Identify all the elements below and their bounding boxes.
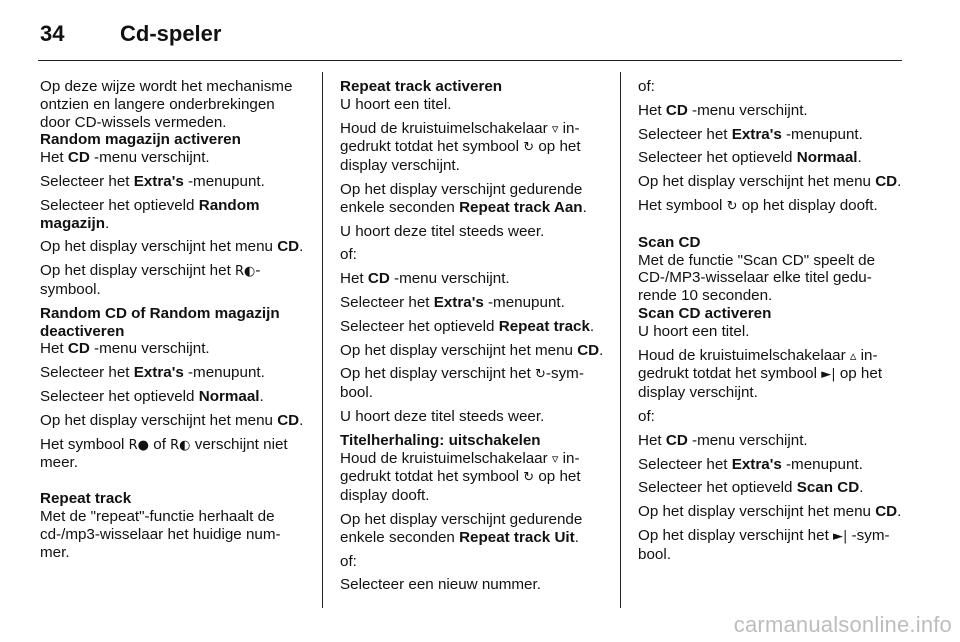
step-paragraph: Het CD -menu verschijnt. bbox=[40, 149, 210, 167]
repeat-icon: ↻ bbox=[726, 198, 738, 214]
heading-repeat-off: Titelherhaling: uitschakelen bbox=[340, 431, 541, 449]
heading-repeat-activate: Repeat track activeren bbox=[340, 78, 503, 95]
repeat-icon: ↻ bbox=[523, 470, 535, 486]
step-paragraph: Op het display verschijnt het ►| -sym-bool. bbox=[638, 526, 890, 563]
step-paragraph: Selecteer het optieveld Normaal. bbox=[40, 387, 264, 405]
page-number: 34 bbox=[40, 21, 65, 46]
scan-icon: ►| bbox=[821, 367, 836, 383]
step-paragraph: Het symbool ↻ op het display dooft. bbox=[638, 196, 878, 214]
random-magazine-icon: R◐ bbox=[170, 437, 191, 453]
step-paragraph: Op het display verschijnt het menu CD. bbox=[40, 238, 304, 256]
step-paragraph: Houd de kruistuimelschakelaar ▿ in-gedrukt totdat het symbool ↻ op het display verschijnt. bbox=[340, 119, 581, 175]
random-symbol-icon: R◐ bbox=[235, 264, 256, 280]
heading-random-deactivate: Random CD of Random magazijn deactiveren bbox=[40, 304, 280, 340]
step-paragraph: Het CD -menu verschijnt. bbox=[340, 270, 510, 288]
body-paragraph: Met de functie "Scan CD" speelt de CD-/MP3-wisselaar elke titel gedu-rende 10 seconden. bbox=[638, 251, 876, 305]
chapter-title: Cd-speler bbox=[120, 21, 222, 46]
heading-scan-cd: Scan CD bbox=[638, 233, 701, 251]
step-paragraph: Op het display verschijnt gedurende enkele seconden Repeat track Uit. bbox=[340, 510, 583, 546]
step-paragraph: U hoort een titel. bbox=[340, 95, 452, 113]
step-paragraph: U hoort een titel. bbox=[638, 322, 750, 340]
step-paragraph: Het CD -menu verschijnt. bbox=[638, 431, 808, 449]
step-paragraph: Selecteer het Extra's -menupunt. bbox=[340, 293, 565, 311]
body-paragraph: Met de "repeat"-functie herhaalt de cd-/mp3-wisselaar het huidige num-mer. bbox=[40, 507, 281, 561]
step-paragraph: Op het display verschijnt gedurende enkele seconden Repeat track Aan. bbox=[340, 180, 587, 216]
step-paragraph: Op het display verschijnt het menu CD. bbox=[40, 411, 304, 429]
step-paragraph: Selecteer het Extra's -menupunt. bbox=[40, 172, 265, 190]
rocker-up-icon: ▵ bbox=[849, 348, 857, 364]
step-paragraph: Op het display verschijnt het menu CD. bbox=[638, 503, 902, 521]
step-paragraph: Selecteer het optieveld Scan CD. bbox=[638, 479, 864, 497]
step-paragraph: Op het display verschijnt het menu CD. bbox=[638, 173, 902, 191]
rocker-down-icon: ▿ bbox=[551, 451, 559, 467]
step-paragraph: Op het display verschijnt het ↻-sym-bool. bbox=[340, 365, 584, 402]
rocker-down-icon: ▿ bbox=[551, 121, 559, 137]
step-paragraph: Selecteer het Extra's -menupunt. bbox=[638, 125, 863, 143]
repeat-icon: ↻ bbox=[523, 140, 535, 156]
column-divider-1 bbox=[322, 72, 323, 608]
heading-random-magazine-activate: Random magazijn activeren bbox=[40, 131, 241, 149]
step-paragraph: of: bbox=[638, 407, 655, 425]
step-paragraph: Het CD -menu verschijnt. bbox=[40, 340, 210, 358]
step-paragraph: Houd de kruistuimelschakelaar ▵ in-gedrukt totdat het symbool ►| op het display verschijnt. bbox=[638, 346, 883, 402]
column-divider-2 bbox=[620, 72, 621, 608]
step-paragraph: of: bbox=[638, 78, 655, 95]
step-paragraph: U hoort deze titel steeds weer. bbox=[340, 407, 545, 425]
column-3 bbox=[638, 78, 906, 570]
step-paragraph: Op het display verschijnt het R◐-symbool. bbox=[40, 262, 261, 298]
step-paragraph: of: bbox=[340, 552, 357, 570]
heading-scan-activate: Scan CD activeren bbox=[638, 304, 772, 322]
column-2 bbox=[340, 78, 608, 600]
step-paragraph: Selecteer het optieveld Normaal. bbox=[638, 149, 862, 167]
step-paragraph: Selecteer het Extra's -menupunt. bbox=[638, 455, 863, 473]
scan-icon: ►| bbox=[833, 528, 848, 544]
step-paragraph: Op het display verschijnt het menu CD. bbox=[340, 341, 604, 359]
column-1 bbox=[40, 78, 308, 567]
header-rule bbox=[38, 60, 902, 61]
heading-repeat-track: Repeat track bbox=[40, 490, 132, 508]
step-paragraph: Selecteer het optieveld Repeat track. bbox=[340, 317, 595, 335]
step-paragraph: Het symbool R● of R◐ verschijnt niet meer. bbox=[40, 435, 288, 472]
step-paragraph: Selecteer het Extra's -menupunt. bbox=[40, 364, 265, 382]
intro-paragraph: Op deze wijze wordt het mechanisme ontzien en langere onderbrekingen door CD-wissels vermeden. bbox=[40, 78, 293, 131]
step-paragraph: Houd de kruistuimelschakelaar ▿ in-gedrukt totdat het symbool ↻ op het display dooft. bbox=[340, 449, 581, 505]
step-paragraph: U hoort deze titel steeds weer. bbox=[340, 222, 545, 240]
random-cd-icon: R● bbox=[128, 437, 150, 453]
step-paragraph: Selecteer een nieuw nummer. bbox=[340, 576, 541, 594]
step-paragraph: Het CD -menu verschijnt. bbox=[638, 101, 808, 119]
page-header bbox=[40, 14, 221, 54]
repeat-icon: ↻ bbox=[535, 367, 546, 383]
step-paragraph: of: bbox=[340, 246, 357, 264]
step-paragraph: Selecteer het optieveld Random magazijn. bbox=[40, 196, 260, 232]
watermark: carmanualsonline.info bbox=[733, 612, 952, 637]
